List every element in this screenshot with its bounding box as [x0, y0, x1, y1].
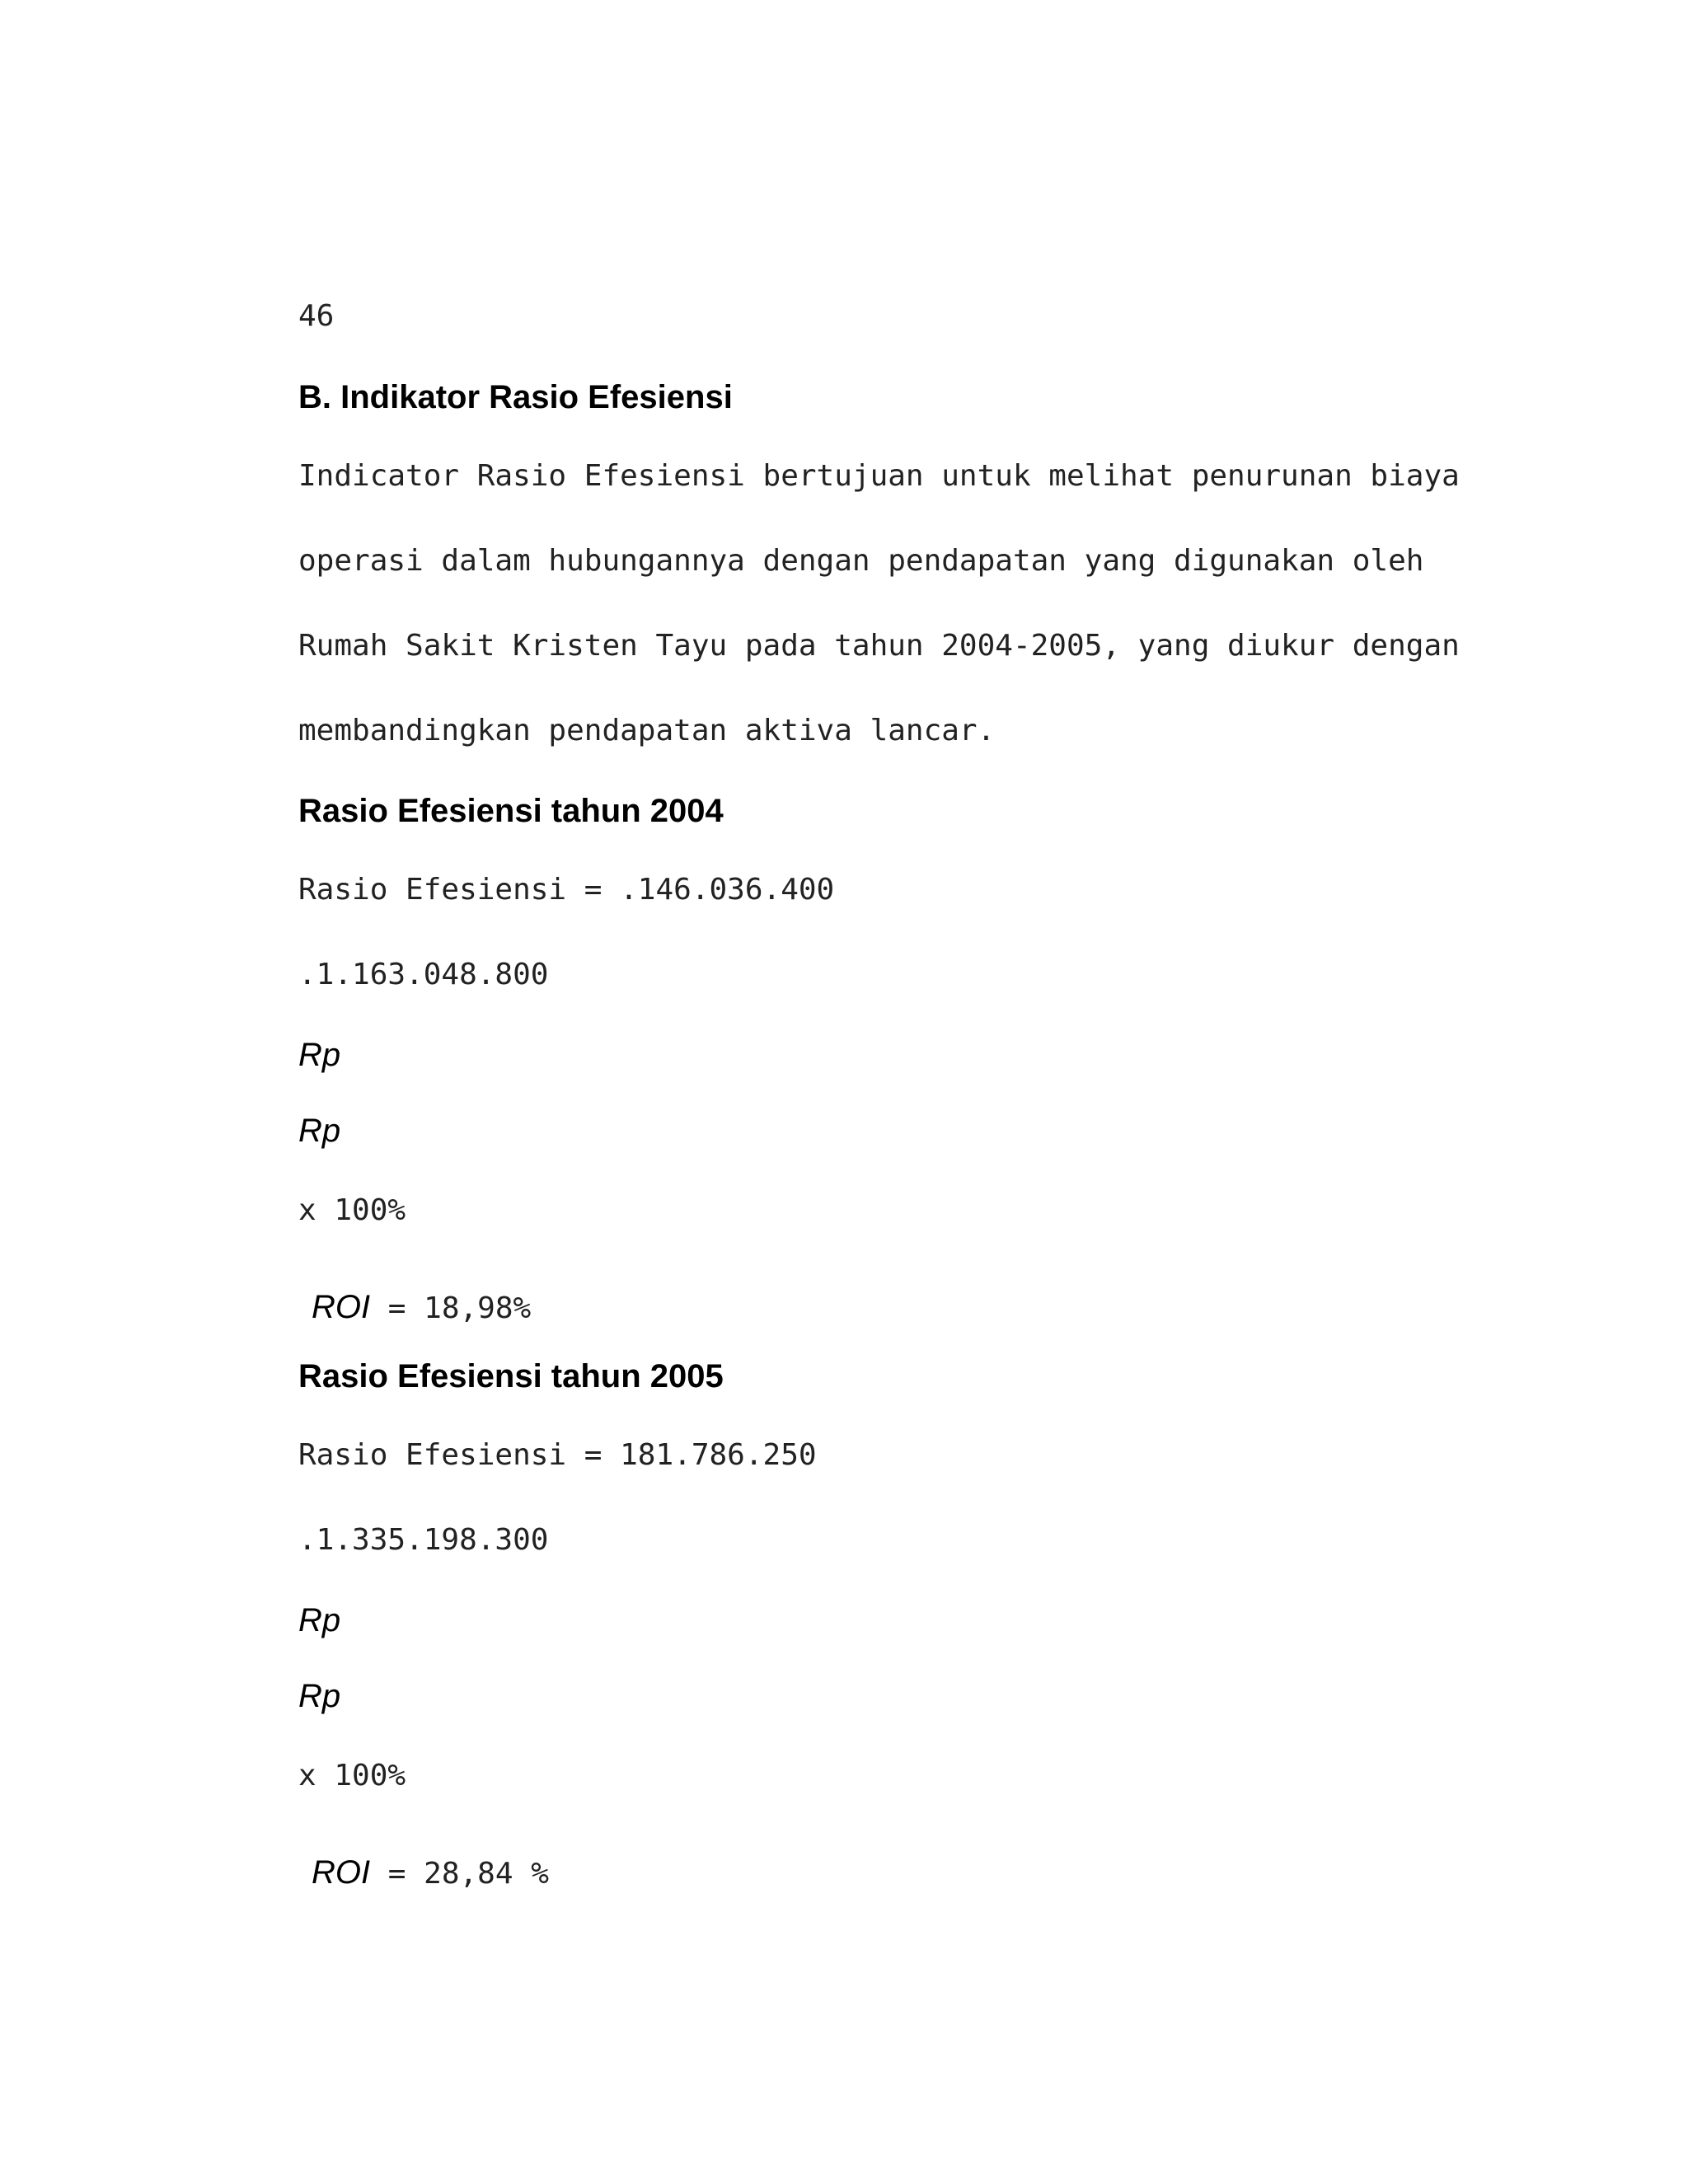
heading-2005: Rasio Efesiensi tahun 2005 [298, 1358, 724, 1394]
rp-label-2004-b: Rp [298, 1113, 341, 1149]
formula-2005: Rasio Efesiensi = 181.786.250 [298, 1438, 817, 1472]
page-number: 46 [298, 299, 335, 333]
denominator-2004: .1.163.048.800 [298, 958, 549, 991]
paragraph-line-3: Rumah Sakit Kristen Tayu pada tahun 2004-2005, yang diukur dengan [298, 629, 1460, 663]
roi-result-2004 [298, 1274, 531, 1341]
paragraph-line-4: membandingkan pendapatan aktiva lancar. [298, 714, 996, 748]
section-title: B. Indikator Rasio Efesiensi [298, 379, 733, 415]
multiplier-2005: x 100% [298, 1759, 406, 1793]
roi-label-2004: ROI [312, 1289, 371, 1325]
roi-label-2005: ROI [312, 1854, 371, 1891]
roi-value-2005: = 28,84 % [370, 1857, 549, 1891]
multiplier-2004: x 100% [298, 1193, 406, 1227]
rp-label-2004-a: Rp [298, 1037, 341, 1073]
rp-label-2005-b: Rp [298, 1678, 341, 1714]
paragraph-line-1: Indicator Rasio Efesiensi bertujuan untuk melihat penurunan biaya [298, 459, 1460, 493]
paragraph-line-2: operasi dalam hubungannya dengan pendapatan yang digunakan oleh [298, 544, 1424, 578]
heading-2004: Rasio Efesiensi tahun 2004 [298, 793, 724, 829]
denominator-2005: .1.335.198.300 [298, 1523, 549, 1557]
rp-label-2005-a: Rp [298, 1602, 341, 1638]
roi-value-2004: = 18,98% [370, 1291, 532, 1325]
roi-result-2005 [298, 1840, 549, 1906]
formula-2004: Rasio Efesiensi = .146.036.400 [298, 873, 835, 907]
